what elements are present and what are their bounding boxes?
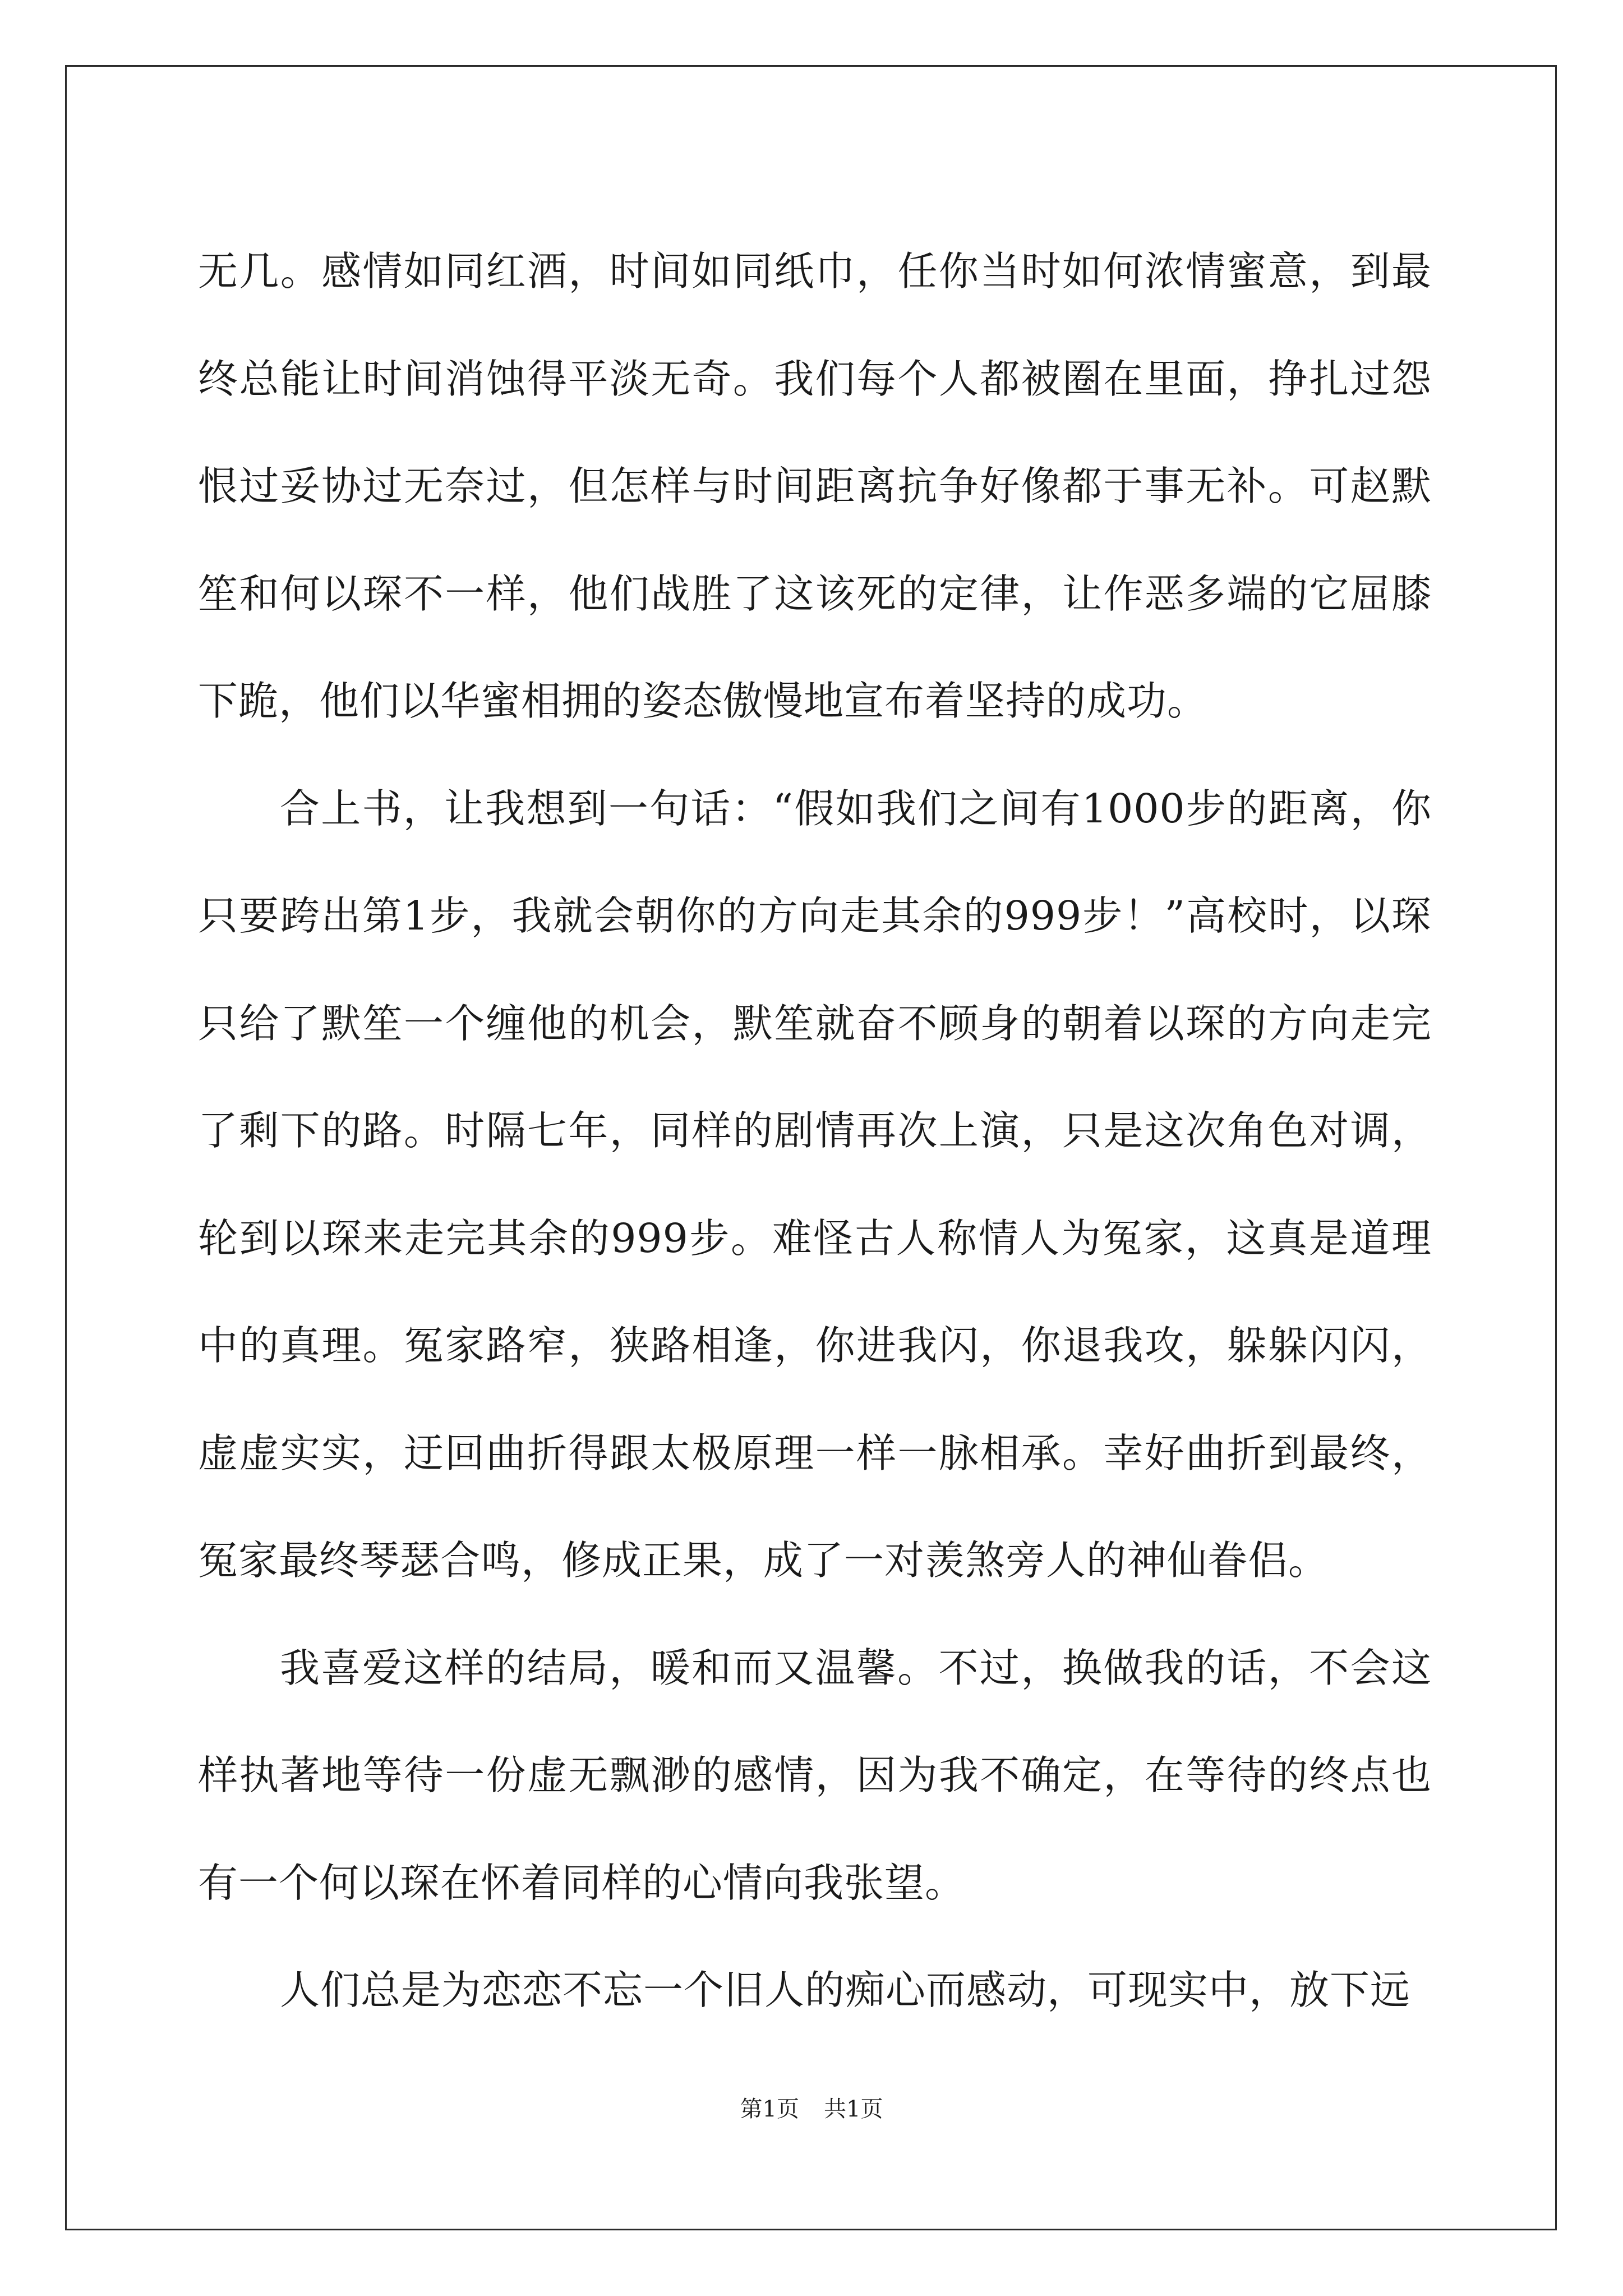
page-number-total: 共1页 bbox=[824, 2096, 883, 2122]
paragraph-1: 无几。感情如同红酒，时间如同纸巾，任你当时如何浓情蜜意，到最终总能让时间消蚀得平淡无奇。我们每个人都被圈在里面，挣扎过怨恨过妥协过无奈过，但怎样与时间距离抗争好像都于事无补。可赵默笙和何以琛不一样，他们战胜了这该死的定律，让作恶多端的它屈膝下跪，他们以华蜜相拥的姿态傲慢地宣布着坚持的成功。 bbox=[198, 248, 1432, 724]
document-body bbox=[198, 218, 1432, 2044]
paragraph-2: 合上书，让我想到一句话：“假如我们之间有1000步的距离，你只要跨出第1步，我就会朝你的方向走其余的999步！”高校时，以琛只给了默笙一个缠他的机会，默笙就奋不顾身的朝着以琛的方向走完了剩下的路。时隔七年，同样的剧情再次上演，只是这次角色对调，轮到以琛来走完其余的999步。难怪古人称情人为冤家，这真是道理中的真理。冤家路窄，狭路相逢，你进我闪，你退我攻，躲躲闪闪，虚虚实实，迂回曲折得跟太极原理一样一脉相承。幸好曲折到最终，冤家最终琴瑟合鸣，修成正果，成了一对羡煞旁人的神仙眷侣。 bbox=[198, 785, 1432, 1584]
paragraph-3: 我喜爱这样的结局，暖和而又温馨。不过，换做我的话，不会这样执著地等待一份虚无飘渺的感情，因为我不确定，在等待的终点也有一个何以琛在怀着同样的心情向我张望。 bbox=[198, 1644, 1432, 1906]
page-footer bbox=[0, 2095, 1623, 2123]
paragraph-4: 人们总是为恋恋不忘一个旧人的痴心而感动，可现实中，放下远 bbox=[280, 1967, 1411, 2013]
page-number-current: 第1页 bbox=[740, 2096, 799, 2122]
